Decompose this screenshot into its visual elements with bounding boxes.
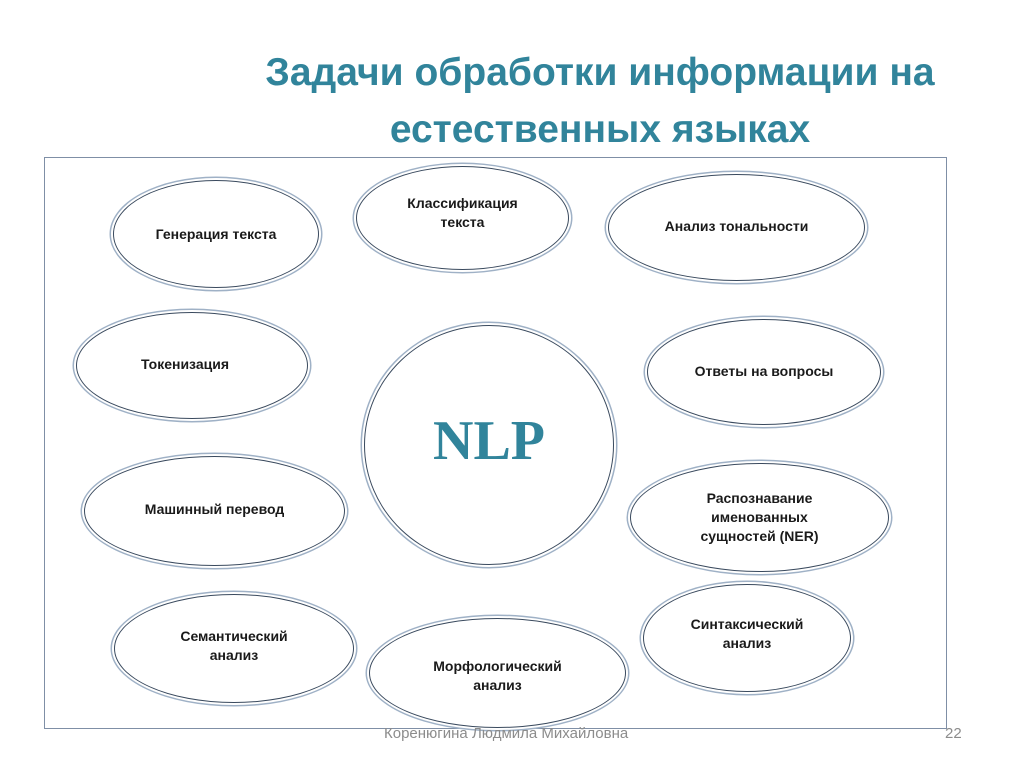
node-label: Классификация текста bbox=[407, 195, 518, 230]
slide-title-line-1: Задачи обработки информации на bbox=[265, 51, 935, 94]
node-label: Семантический анализ bbox=[180, 627, 288, 663]
node-machine-translation bbox=[84, 456, 345, 566]
node-text-generation bbox=[113, 180, 319, 288]
node-label: Ответы на вопросы bbox=[694, 362, 834, 379]
slide-title-line-2: естественных языках bbox=[389, 108, 811, 151]
node-named-entity-recognition bbox=[630, 463, 889, 572]
node-morphological-analysis bbox=[369, 618, 626, 728]
nlp-center-label: NLP bbox=[433, 410, 545, 472]
node-label: Генерация текста bbox=[155, 225, 277, 242]
nlp-center-circle bbox=[364, 325, 614, 565]
footer-author: Коренюгина Людмила Михайловна bbox=[384, 725, 629, 742]
node-label: Распознавание именованных сущностей (NER) bbox=[700, 490, 819, 544]
node-label: Анализ тональности bbox=[664, 218, 809, 234]
node-label: Синтаксический анализ bbox=[690, 616, 804, 651]
node-semantic-analysis bbox=[114, 594, 354, 703]
node-label: Токенизация bbox=[140, 356, 230, 372]
page-number: 22 bbox=[945, 725, 962, 742]
node-label: Морфологический анализ bbox=[433, 658, 562, 693]
node-tokenization bbox=[76, 312, 308, 419]
node-sentiment-analysis bbox=[608, 174, 865, 281]
slide-title bbox=[200, 44, 1000, 158]
node-label: Машинный перевод bbox=[144, 500, 285, 517]
node-text-classification bbox=[356, 166, 569, 270]
node-syntactic-analysis bbox=[643, 584, 851, 692]
node-question-answering bbox=[647, 319, 881, 425]
